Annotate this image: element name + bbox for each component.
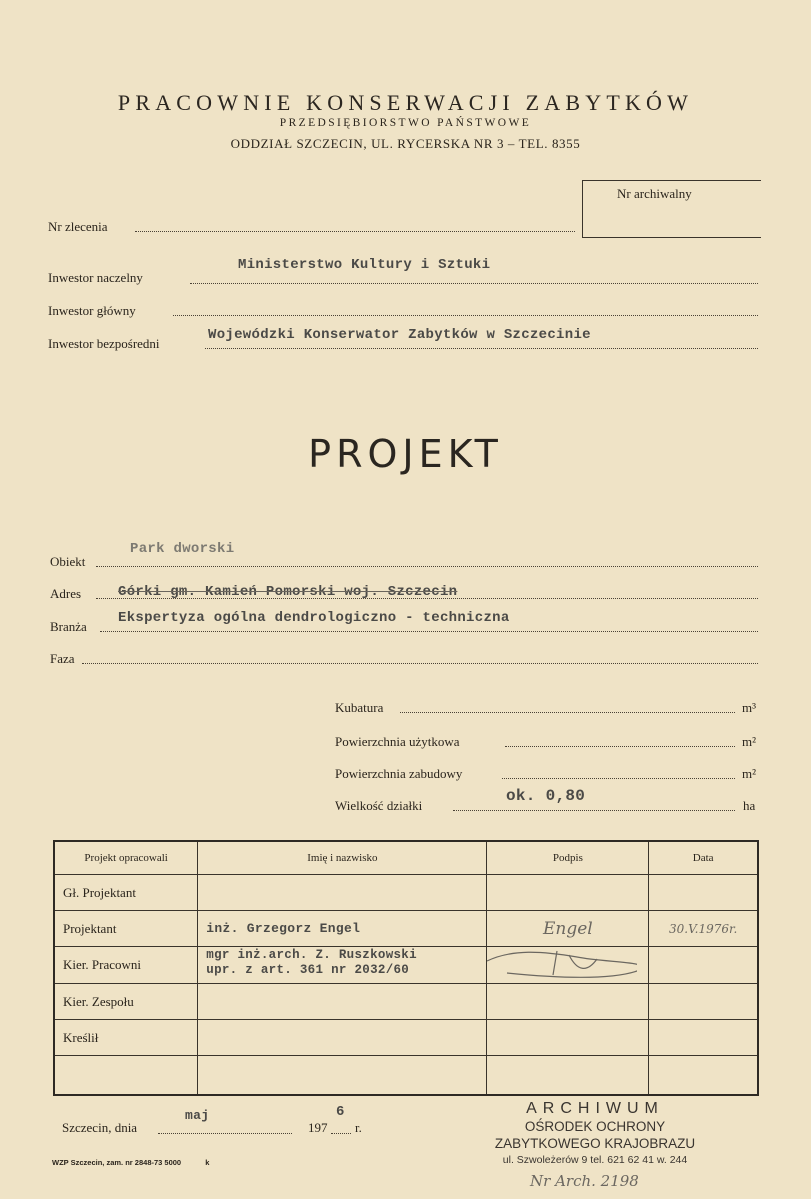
row-signature	[487, 1020, 649, 1056]
handwritten-archive-number: Nr Arch. 2198	[530, 1172, 639, 1190]
stamp-line-archive: ARCHIWUM	[526, 1100, 664, 1117]
signature-engel: Engel	[543, 918, 593, 939]
order-number-label: Nr zlecenia	[48, 219, 108, 234]
stamp-line-address: ul. Szwoleżerów 9 tel. 621 62 41 w. 244	[502, 1154, 688, 1166]
handwritten-date: 30.V.1976r.	[669, 921, 738, 936]
row-date	[649, 911, 758, 947]
organization-subtitle: PRZEDSIĘBIORSTWO PAŃSTWOWE	[279, 117, 532, 129]
chief-investor-line	[190, 283, 758, 284]
chief-investor-value: Ministerstwo Kultury i Sztuki	[238, 257, 491, 273]
direct-investor-label: Inwestor bezpośredni	[48, 336, 160, 351]
address-label: Adres	[50, 586, 82, 601]
row-role: Kier. Zespołu	[54, 984, 198, 1020]
row-name-line1: mgr inż.arch. Z. Ruszkowski	[206, 948, 417, 962]
usable-area-line	[505, 746, 735, 747]
table-row	[54, 984, 758, 1020]
table-row	[54, 947, 758, 984]
branch-label: Branża	[50, 619, 87, 634]
year-suffix: r.	[355, 1120, 362, 1135]
row-signature	[487, 911, 649, 947]
place-date-label: Szczecin, dnia	[62, 1120, 138, 1135]
plot-size-line	[453, 810, 735, 811]
object-line	[96, 566, 758, 567]
archive-number-box	[582, 180, 761, 238]
stamp-line-landscape: ZABYTKOWEGO KRAJOBRAZU	[494, 1136, 696, 1151]
row-role: Projektant	[54, 911, 198, 947]
table-row	[54, 1056, 758, 1096]
stamp-line-office: OŚRODEK OCHRONY	[524, 1119, 666, 1134]
row-date	[649, 1056, 758, 1096]
built-area-unit: m²	[742, 766, 757, 781]
object-label: Obiekt	[50, 554, 86, 569]
column-header-name: Imię i nazwisko	[198, 841, 487, 875]
organization-address: ODDZIAŁ SZCZECIN, UL. RYCERSKA NR 3 – TEL. 8355	[230, 136, 581, 151]
plot-size-label: Wielkość działki	[335, 798, 423, 813]
signature-scribble	[487, 947, 637, 979]
table-row	[54, 875, 758, 911]
object-value: Park dworski	[130, 541, 235, 557]
row-name	[198, 875, 487, 911]
organization-name: PRACOWNIE KONSERWACJI ZABYTKÓW	[117, 90, 694, 115]
column-header-date: Data	[649, 841, 758, 875]
row-name	[198, 1056, 487, 1096]
print-info-text: WZP Szczecin, zam. nr 2848-73 5000	[52, 1158, 182, 1167]
order-number-line	[135, 231, 575, 232]
row-role: Kreślił	[54, 1020, 198, 1056]
chief-investor-label: Inwestor naczelny	[48, 270, 143, 285]
archive-number-label: Nr archiwalny	[617, 186, 692, 201]
row-name	[198, 1020, 487, 1056]
archive-stamp	[480, 1100, 710, 1166]
row-signature	[487, 1056, 649, 1096]
row-date	[649, 984, 758, 1020]
volume-label: Kubatura	[335, 700, 384, 715]
row-role: Kier. Pracowni	[54, 947, 198, 984]
direct-investor-line	[205, 348, 758, 349]
built-area-line	[502, 778, 735, 779]
main-investor-label: Inwestor główny	[48, 303, 136, 318]
year-line	[331, 1133, 351, 1134]
volume-line	[400, 712, 735, 713]
table-row	[54, 1020, 758, 1056]
main-investor-line	[173, 315, 758, 316]
usable-area-label: Powierzchnia użytkowa	[335, 734, 460, 749]
row-role	[54, 1056, 198, 1096]
address-value: Górki gm. Kamień Pomorski woj. Szczecin	[118, 584, 458, 600]
branch-value: Ekspertyza ogólna dendrologiczno - techniczna	[118, 610, 510, 626]
row-date	[649, 947, 758, 984]
year-prefix: 197	[308, 1120, 328, 1135]
row-signature	[487, 984, 649, 1020]
plot-size-value: ok. 0,80	[506, 787, 586, 805]
column-header-role: Projekt opracowali	[54, 841, 198, 875]
row-signature	[487, 875, 649, 911]
print-info	[52, 1158, 209, 1167]
table-row	[54, 911, 758, 947]
authors-table	[53, 840, 759, 1096]
row-name	[198, 984, 487, 1020]
month-value: maj	[185, 1108, 210, 1123]
year-digit: 6	[336, 1104, 345, 1120]
row-date	[649, 1020, 758, 1056]
usable-area-unit: m²	[742, 734, 757, 749]
table-header-row	[54, 841, 758, 875]
row-name-line2: upr. z art. 361 nr 2032/60	[206, 963, 410, 977]
row-name: inż. Grzegorz Engel	[198, 911, 487, 947]
row-signature	[487, 947, 649, 984]
direct-investor-value: Wojewódzki Konserwator Zabytków w Szczecinie	[208, 327, 591, 343]
volume-unit: m³	[742, 700, 757, 715]
column-header-signature: Podpis	[487, 841, 649, 875]
row-role: Gł. Projektant	[54, 875, 198, 911]
plot-size-unit: ha	[743, 798, 756, 813]
built-area-label: Powierzchnia zabudowy	[335, 766, 463, 781]
phase-label: Faza	[50, 651, 75, 666]
branch-line	[100, 631, 758, 632]
print-info-mark: k	[205, 1158, 210, 1167]
phase-line	[82, 663, 758, 664]
document-title: PROJEKT	[308, 432, 503, 476]
day-line	[158, 1133, 292, 1134]
row-name	[198, 947, 487, 984]
row-date	[649, 875, 758, 911]
